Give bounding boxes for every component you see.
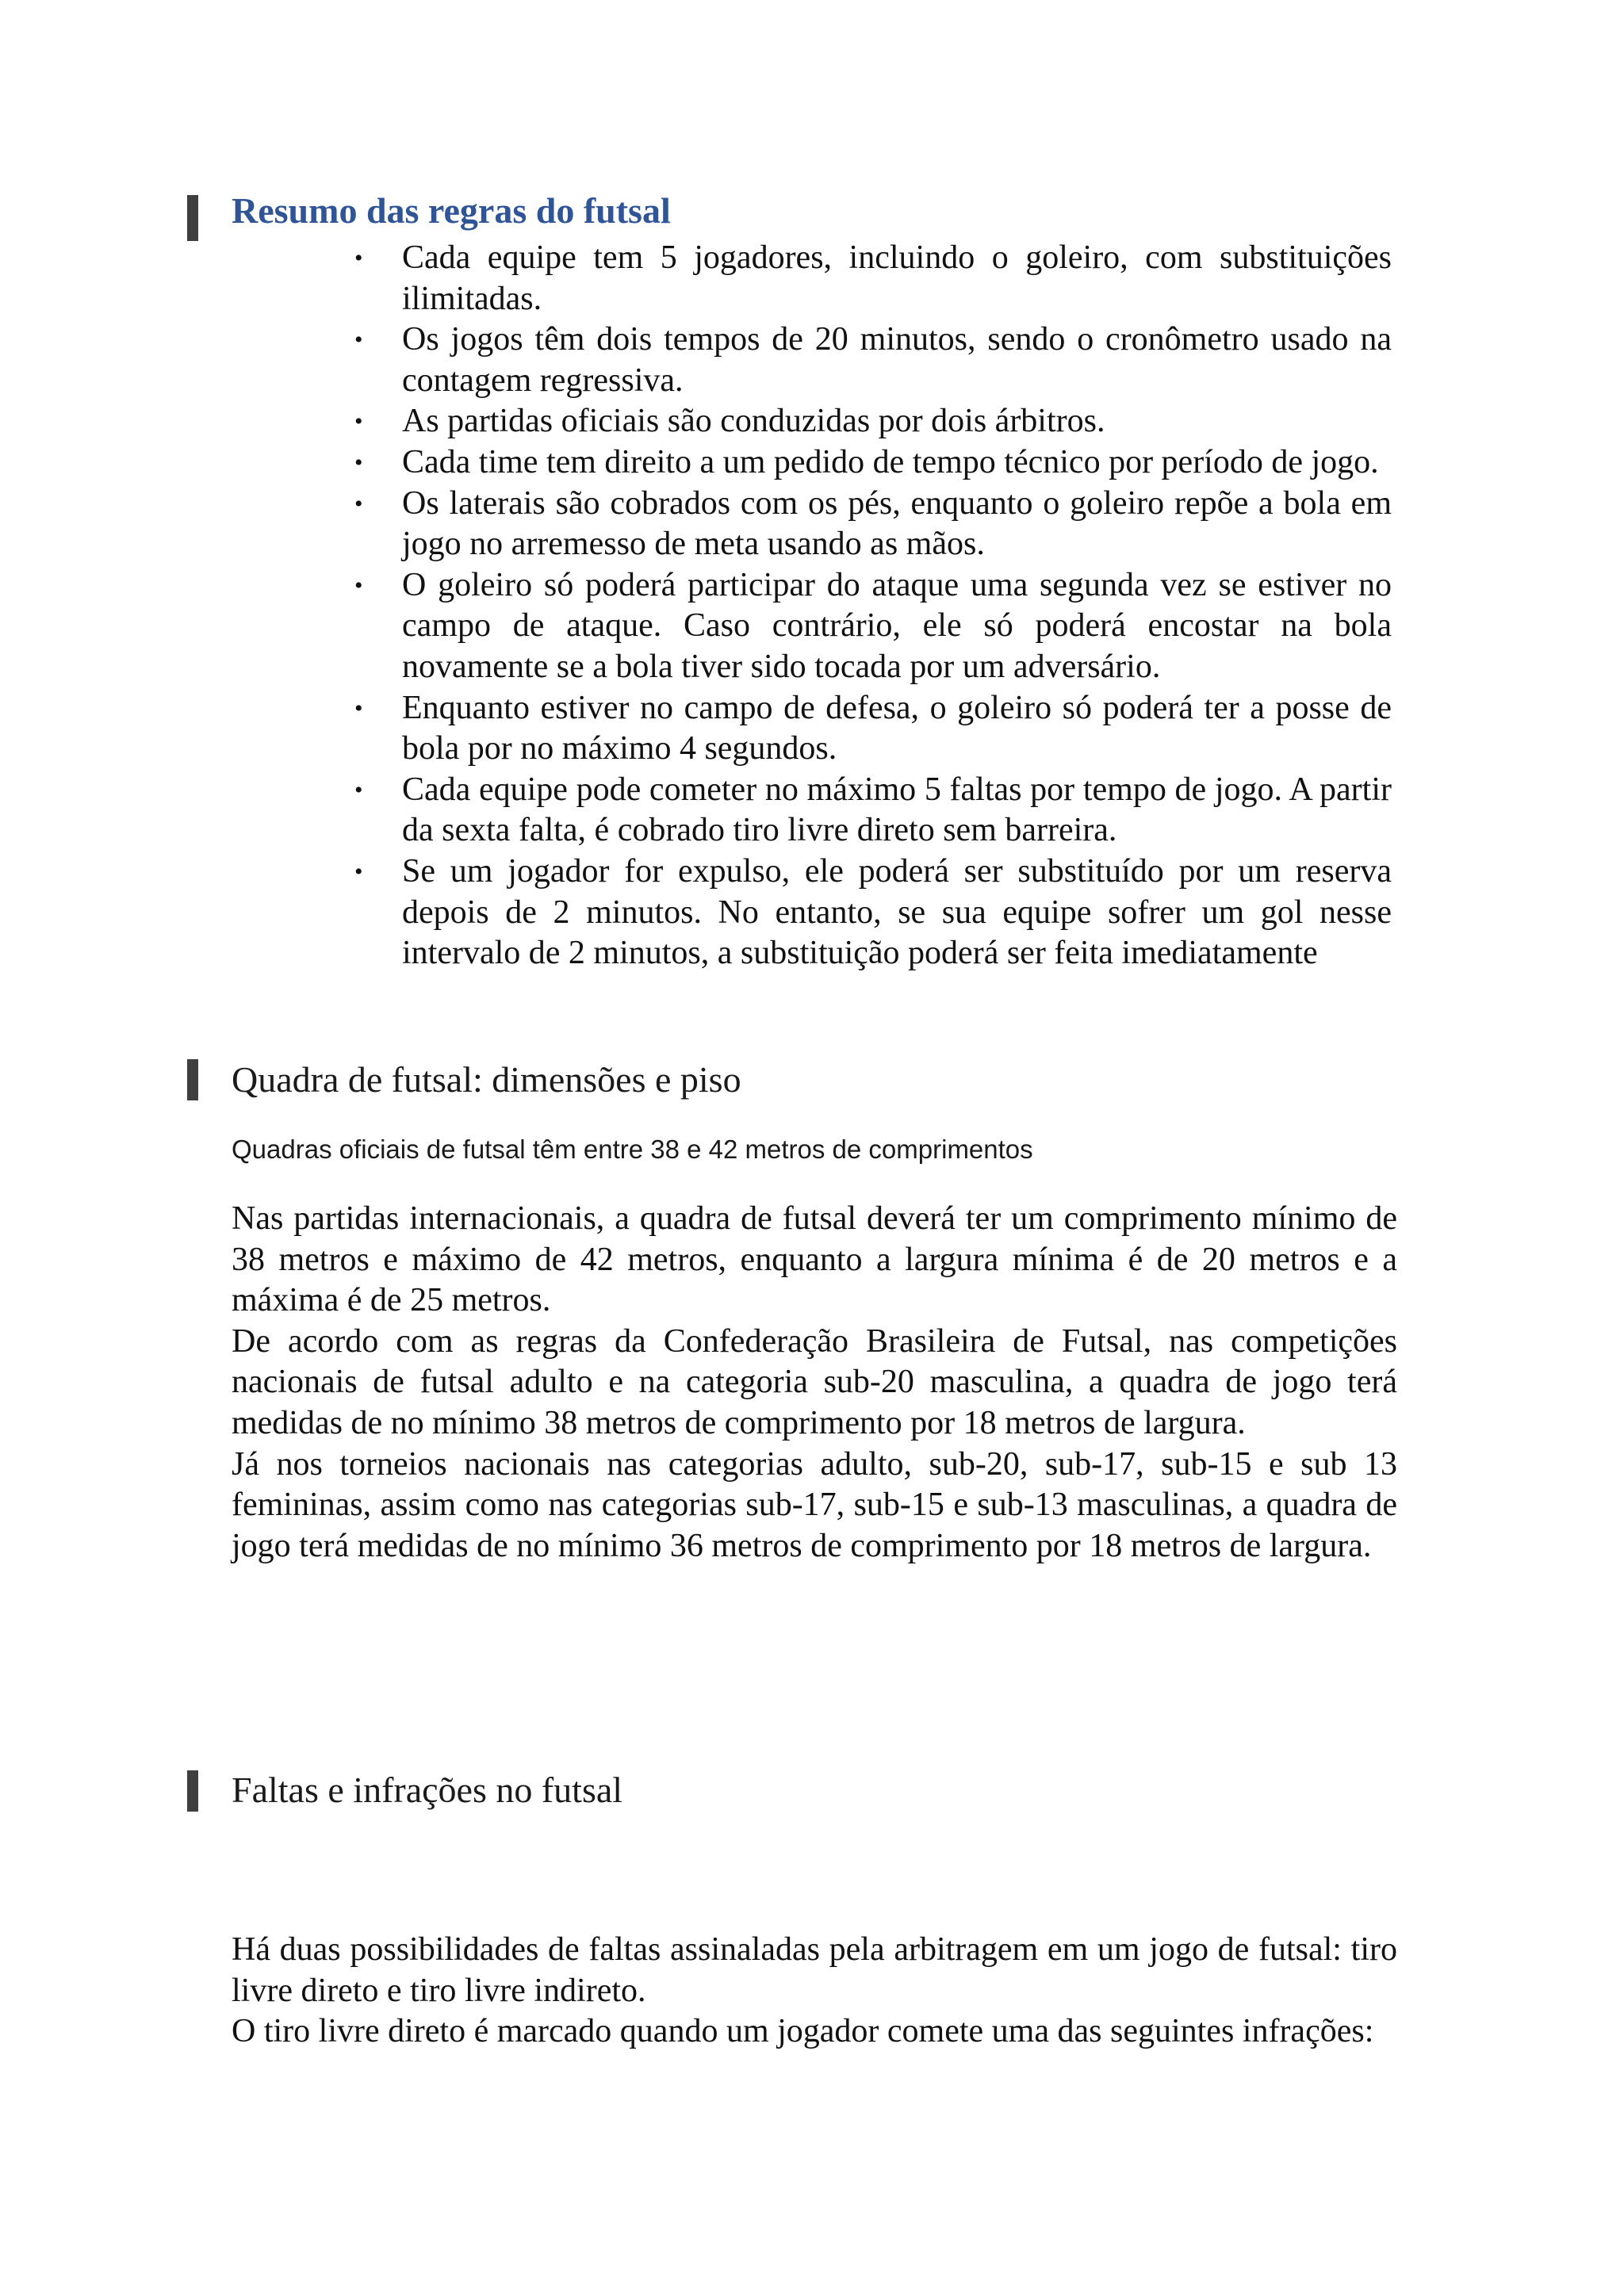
list-item-text: Enquanto estiver no campo de defesa, o goleiro só poderá ter a posse de bola por no máximo 4 segundos. (402, 689, 1392, 767)
bullet-icon: • (354, 858, 363, 885)
paragraph: De acordo com as regras da Confederação Brasileira de Futsal, nas competições nacionais de futsal adulto e na categoria sub-20 masculina, a quadra de jogo terá medidas de no mínimo 38 metros de comprimento por 18 metros de largura. (232, 1322, 1397, 1441)
list-item-text: Os laterais são cobrados com os pés, enquanto o goleiro repõe a bola em jogo no arremesso de meta usando as mãos. (402, 484, 1392, 563)
rules-bullet-list (345, 238, 1392, 974)
list-item (345, 238, 1392, 320)
list-item-text: Cada equipe tem 5 jogadores, incluindo o goleiro, com substituições ilimitadas. (402, 239, 1392, 317)
list-item (345, 442, 1392, 484)
list-item-text: Cada equipe pode cometer no máximo 5 faltas por tempo de jogo. A partir da sexta falta, é cobrado tiro livre direto sem barreira. (402, 771, 1392, 849)
list-item-text: O goleiro só poderá participar do ataque uma segunda vez se estiver no campo de ataque. Caso contrário, ele só poderá encostar na bola novamente se a bola tiver sido tocada por um adversário. (402, 566, 1392, 685)
list-item (345, 688, 1392, 770)
bullet-icon: • (354, 572, 363, 599)
paragraph: O tiro livre direto é marcado quando um jogador comete uma das seguintes infrações: (232, 2013, 1374, 2050)
list-item-text: Os jogos têm dois tempos de 20 minutos, sendo o cronômetro usado na contagem regressiva. (402, 321, 1392, 399)
section-heading-rules-summary: Resumo das regras do futsal (232, 190, 671, 231)
list-item (345, 770, 1392, 851)
list-item-text: As partidas oficiais são conduzidas por dois árbitros. (402, 403, 1105, 440)
bullet-icon: • (354, 695, 363, 721)
bullet-icon: • (354, 490, 363, 517)
bullet-icon: • (354, 245, 363, 271)
list-item (345, 565, 1392, 688)
bullet-icon: • (354, 449, 363, 476)
paragraph: Há duas possibilidades de faltas assinaladas pela arbitragem em um jogo de futsal: tiro livre direto e tiro livre indireto. (232, 1931, 1397, 2009)
fouls-paragraphs (232, 1930, 1397, 2053)
list-item-text: Cada time tem direito a um pedido de tempo técnico por período de jogo. (402, 443, 1379, 480)
section-heading-court: Quadra de futsal: dimensões e piso (232, 1059, 741, 1100)
section-marker-bar (187, 195, 198, 241)
court-paragraphs (232, 1199, 1397, 1567)
section-marker-bar (187, 1059, 198, 1100)
list-item (345, 401, 1392, 442)
list-item (345, 484, 1392, 565)
section-marker-bar (187, 1770, 198, 1812)
section-heading-fouls: Faltas e infrações no futsal (232, 1770, 623, 1810)
bullet-icon: • (354, 327, 363, 354)
list-item (345, 320, 1392, 401)
list-item-text: Se um jogador for expulso, ele poderá ser substituído por um reserva depois de 2 minutos. No entanto, se sua equipe sofrer um gol nesse intervalo de 2 minutos, a substituição poderá ser feita imediatamente (402, 852, 1392, 972)
list-item (345, 851, 1392, 974)
bullet-icon: • (354, 776, 363, 803)
bullet-icon: • (354, 408, 363, 435)
paragraph: Nas partidas internacionais, a quadra de futsal deverá ter um comprimento mínimo de 38 metros e máximo de 42 metros, enquanto a largura mínima é de 20 metros e a máxima é de 25 metros. (232, 1200, 1397, 1319)
paragraph: Já nos torneios nacionais nas categorias adulto, sub-20, sub-17, sub-15 e sub 13 femininas, assim como nas categorias sub-17, sub-15 e sub-13 masculinas, a quadra de jogo terá medidas de no mínimo 36 metros de comprimento por 18 metros de largura. (232, 1445, 1397, 1564)
section-caption: Quadras oficiais de futsal têm entre 38 e 42 metros de comprimentos (232, 1135, 1033, 1164)
